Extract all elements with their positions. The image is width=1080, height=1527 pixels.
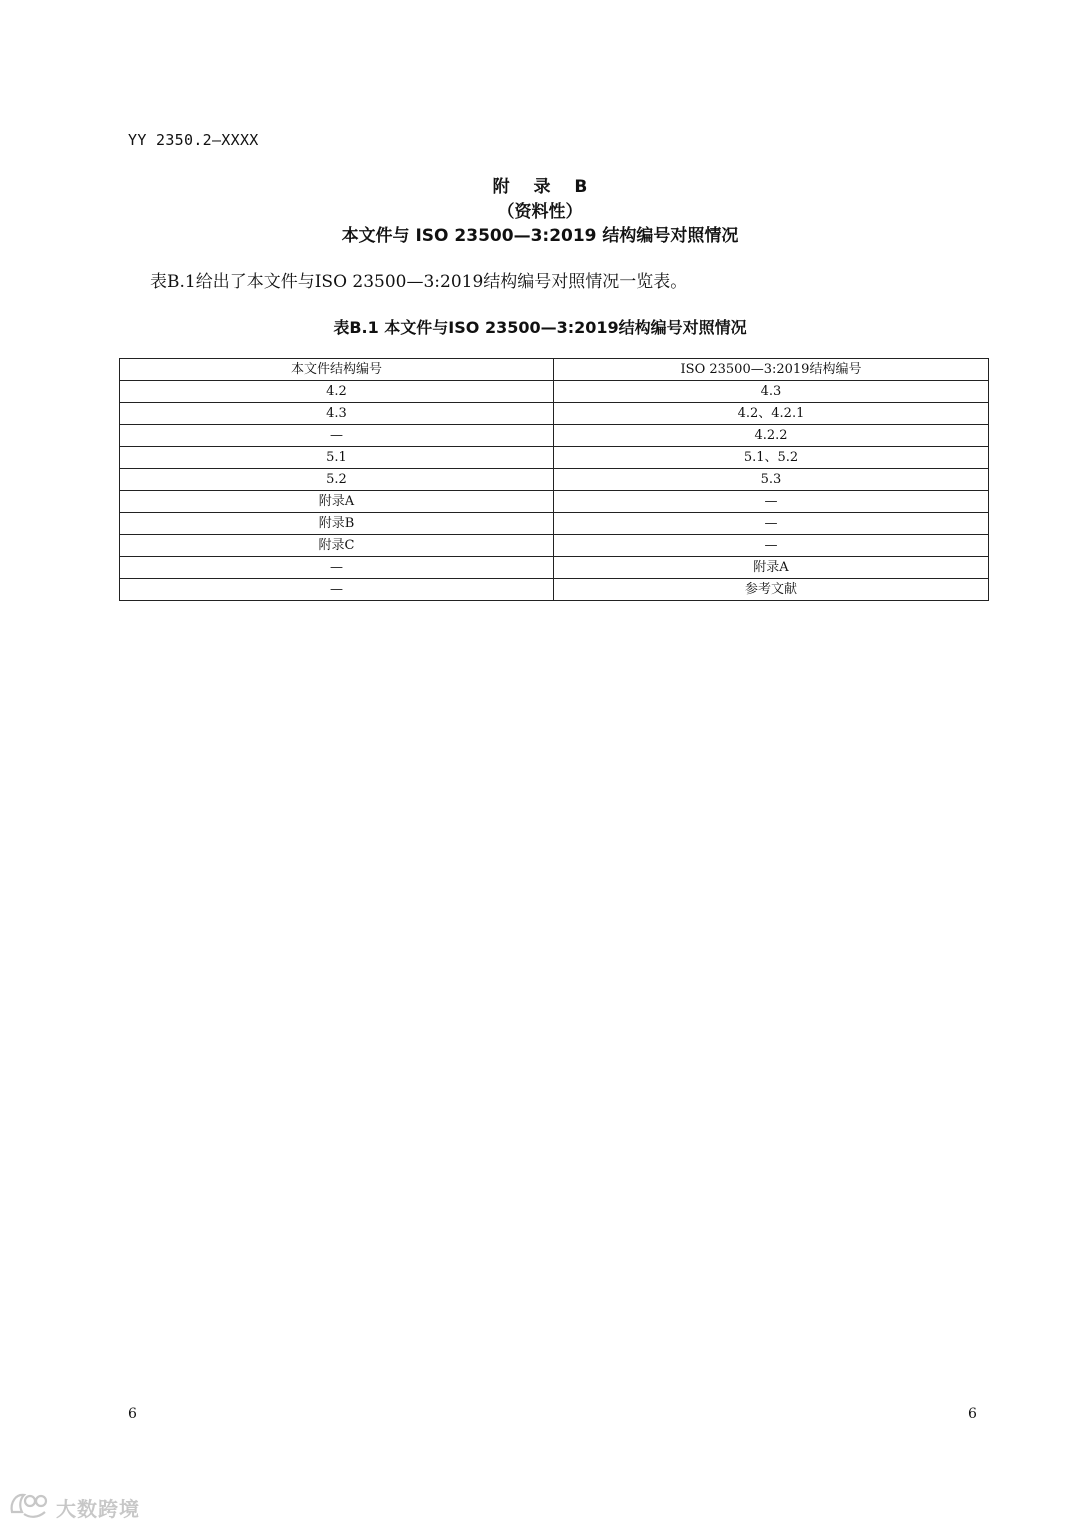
table-cell: 附录A: [554, 557, 989, 579]
table-cell: 5.1: [120, 447, 554, 469]
table-cell: 4.3: [554, 381, 989, 403]
document-code: YY 2350.2—XXXX: [128, 131, 259, 149]
table-cell: 参考文献: [554, 579, 989, 601]
table-cell: 5.3: [554, 469, 989, 491]
table-cell: 附录B: [120, 513, 554, 535]
watermark-text: 大数跨境: [56, 1496, 140, 1521]
table-cell: —: [554, 513, 989, 535]
structure-comparison-table: [119, 358, 989, 601]
table-cell: —: [120, 579, 554, 601]
brand-logo-icon: [8, 1490, 50, 1524]
table-cell: 4.2: [120, 381, 554, 403]
annex-type: （资料性）: [497, 202, 583, 222]
table-row: [120, 469, 989, 491]
table-cell: 4.2.2: [554, 425, 989, 447]
table-row: [120, 579, 989, 601]
page-number-right: 6: [968, 1406, 977, 1422]
table-row: [120, 403, 989, 425]
table-row: [120, 513, 989, 535]
table-row: [120, 425, 989, 447]
table-cell: 5.2: [120, 469, 554, 491]
column-header-this-document: 本文件结构编号: [120, 359, 554, 381]
column-header-iso: ISO 23500—3:2019结构编号: [554, 359, 989, 381]
table-cell: 附录A: [120, 491, 554, 513]
table-cell: —: [554, 535, 989, 557]
table-cell: 4.3: [120, 403, 554, 425]
page-number-left: 6: [128, 1406, 137, 1422]
watermark: [8, 1490, 140, 1524]
table-row: [120, 557, 989, 579]
table-cell: —: [554, 491, 989, 513]
table-row: [120, 381, 989, 403]
table-cell: —: [120, 557, 554, 579]
table-cell: 4.2、4.2.1: [554, 403, 989, 425]
annex-heading: 本文件与 ISO 23500—3:2019 结构编号对照情况: [341, 226, 739, 246]
intro-paragraph: 表B.1给出了本文件与ISO 23500—3:2019结构编号对照情况一览表。: [150, 272, 688, 292]
table-caption: 表B.1 本文件与ISO 23500—3:2019结构编号对照情况: [333, 318, 747, 337]
table-row: [120, 491, 989, 513]
table-row: [120, 535, 989, 557]
table-header-row: [120, 359, 989, 381]
table-cell: —: [120, 425, 554, 447]
annex-title: 附 录 B: [492, 177, 588, 197]
table-cell: 附录C: [120, 535, 554, 557]
table-cell: 5.1、5.2: [554, 447, 989, 469]
table-row: [120, 447, 989, 469]
